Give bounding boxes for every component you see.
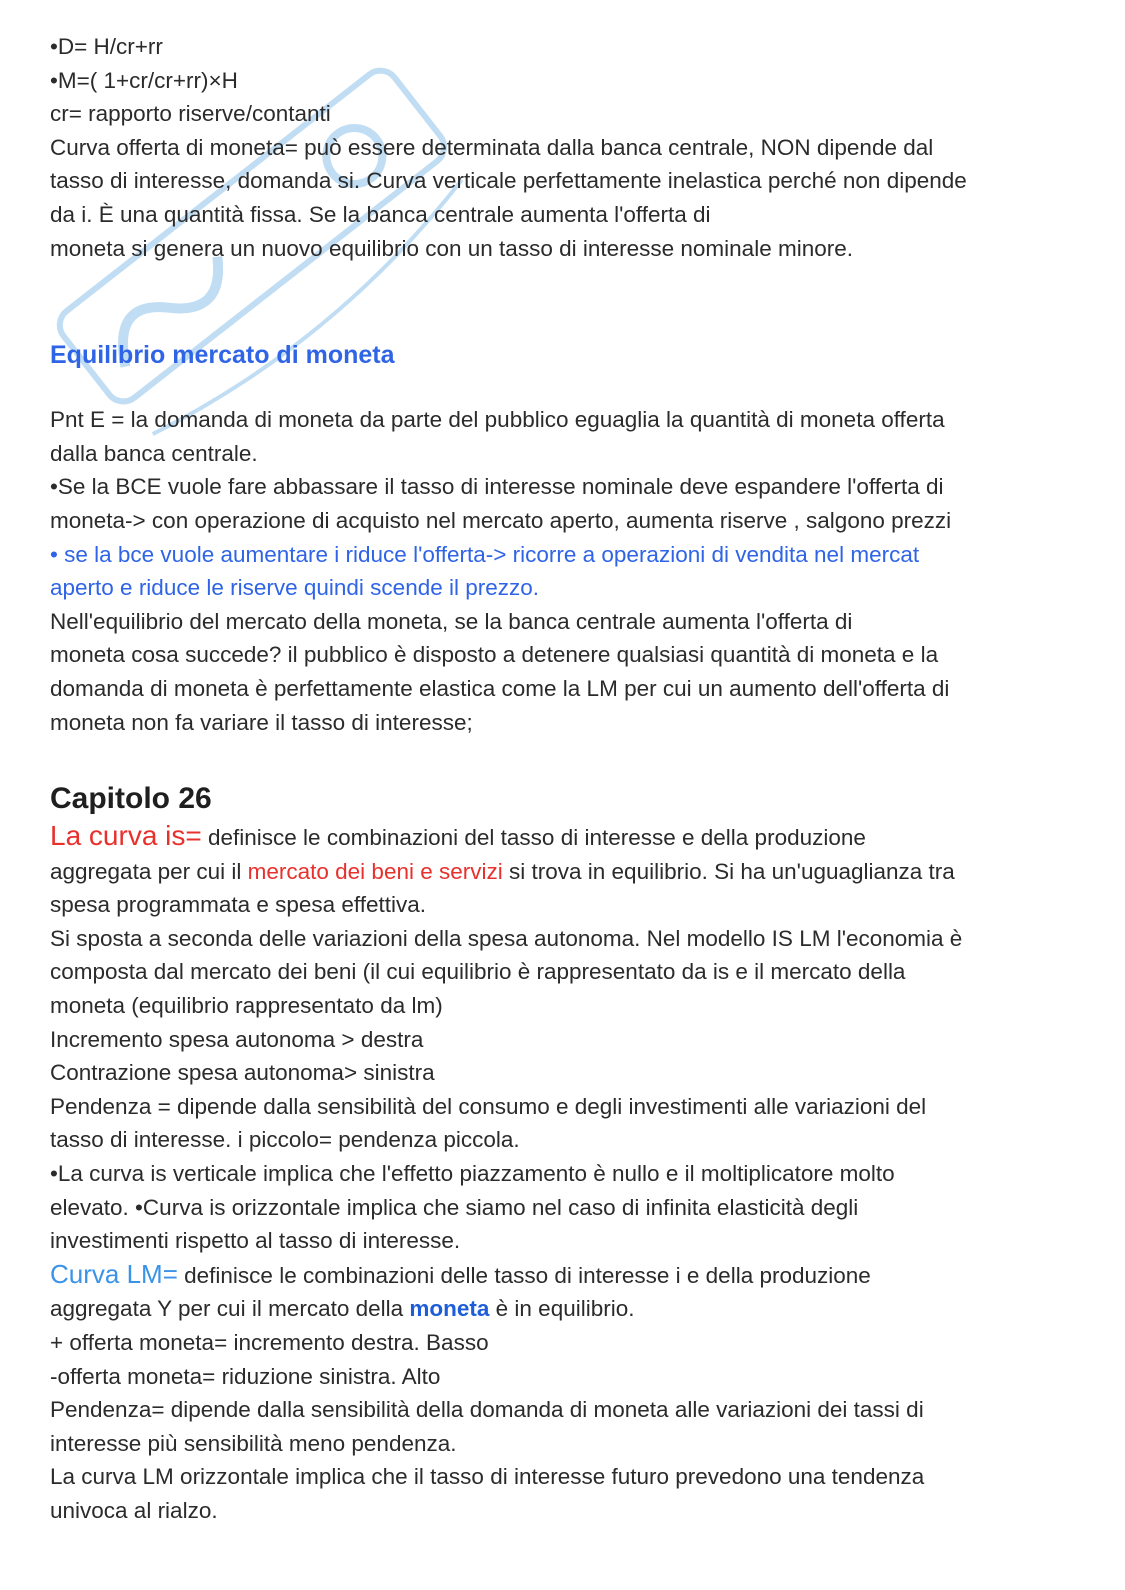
text-line: interesse più sensibilità meno pendenza. — [50, 1430, 457, 1456]
text-line: tasso di interesse, domanda si. Curva verticale perfettamente inelastica perché non dipende — [50, 168, 967, 194]
is-curve-heading: La curva is= — [50, 820, 202, 852]
text-line: Incremento spesa autonoma > destra — [50, 1026, 424, 1052]
text-fragment: è in equilibrio. — [489, 1296, 635, 1322]
text-line: domanda di moneta è perfettamente elastica come la LM per cui un aumento dell'offerta di — [50, 675, 950, 701]
text-line: Pendenza= dipende dalla sensibilità della domanda di moneta alle variazioni dei tassi di — [50, 1397, 924, 1423]
text-line: spesa programmata e spesa effettiva. — [50, 892, 427, 918]
highlighted-line: • se la bce vuole aumentare i riduce l'offerta-> ricorre a operazioni di vendita nel mercat — [50, 541, 920, 567]
text-line: da i. È una quantità fissa. Se la banca centrale aumenta l'offerta di — [50, 201, 711, 227]
goods-market-highlight: mercato dei beni e servizi — [247, 858, 503, 884]
text-line: composta dal mercato dei beni (il cui equilibrio è rappresentato da is e il mercato della — [50, 959, 906, 985]
text-line: -offerta moneta= riduzione sinistra. Alto — [50, 1363, 441, 1389]
document-page — [50, 30, 1070, 1528]
text-line: Pnt E = la domanda di moneta da parte del pubblico eguaglia la quantità di moneta offerta — [50, 407, 945, 433]
text-fragment: definisce le combinazioni delle tasso di interesse i e della produzione — [177, 1262, 871, 1288]
formulas-block — [50, 30, 1070, 265]
text-line: •D= H/cr+rr — [50, 34, 163, 59]
text-line: Contrazione spesa autonoma> sinistra — [50, 1060, 435, 1086]
lm-curve-block — [50, 1258, 1070, 1528]
text-line — [50, 1258, 1070, 1293]
text-line: Curva offerta di moneta= può essere determinata dalla banca centrale, NON dipende dal — [50, 134, 934, 160]
text-line: Pendenza = dipende dalla sensibilità del consumo e degli investimenti alle variazioni del — [50, 1093, 927, 1119]
text-line: moneta (equilibrio rappresentato da lm) — [50, 993, 443, 1019]
text-line: dalla banca centrale. — [50, 440, 258, 466]
is-curve-block — [50, 819, 1070, 1258]
text-line: Si sposta a seconda delle variazioni della spesa autonoma. Nel modello IS LM l'economia è — [50, 925, 963, 951]
text-line: cr= rapporto riserve/contanti — [50, 101, 331, 127]
text-line: moneta-> con operazione di acquisto nel mercato aperto, aumenta riserve , salgono prezzi — [50, 507, 952, 533]
text-line: moneta si genera un nuovo equilibrio con un tasso di interesse nominale minore. — [50, 235, 853, 261]
text-fragment: aggregata Y per cui il mercato della — [50, 1296, 410, 1322]
lm-curve-heading: Curva LM= — [50, 1258, 178, 1289]
text-line: univoca al rialzo. — [50, 1497, 218, 1523]
text-fragment: definisce le combinazioni del tasso di interesse e della produzione — [201, 825, 866, 851]
text-line: moneta non fa variare il tasso di interesse; — [50, 709, 473, 735]
text-line — [50, 1292, 1070, 1326]
text-line: La curva LM orizzontale implica che il tasso di interesse futuro prevedono una tendenza — [50, 1464, 925, 1490]
text-line: investimenti rispetto al tasso di interesse. — [50, 1228, 461, 1254]
text-line: tasso di interesse. i piccolo= pendenza piccola. — [50, 1127, 520, 1153]
text-line — [50, 855, 1070, 889]
text-line: + offerta moneta= incremento destra. Basso — [50, 1330, 489, 1355]
money-highlight: moneta — [409, 1296, 490, 1322]
highlighted-line: aperto e riduce le riserve quindi scende il prezzo. — [50, 575, 540, 601]
equilibrium-block — [50, 403, 1070, 739]
text-line: •La curva is verticale implica che l'effetto piazzamento è nullo e il moltiplicatore molto — [50, 1161, 895, 1187]
text-fragment: si trova in equilibrio. Si ha un'uguaglianza tra — [502, 858, 955, 884]
text-line: Nell'equilibrio del mercato della moneta, se la banca centrale aumenta l'offerta di — [50, 608, 853, 634]
text-line: moneta cosa succede? il pubblico è disposto a detenere qualsiasi quantità di moneta e la — [50, 642, 939, 668]
text-fragment: aggregata per cui il — [50, 858, 248, 884]
text-line: •M=( 1+cr/cr+rr)×H — [50, 67, 238, 93]
text-line — [50, 819, 1070, 855]
section-title: Equilibrio mercato di moneta — [50, 341, 395, 370]
text-line: •Se la BCE vuole fare abbassare il tasso di interesse nominale deve espandere l'offerta di — [50, 474, 944, 500]
chapter-title: Capitolo 26 — [50, 782, 212, 816]
text-line: elevato. •Curva is orizzontale implica che siamo nel caso di infinita elasticità degli — [50, 1194, 859, 1220]
